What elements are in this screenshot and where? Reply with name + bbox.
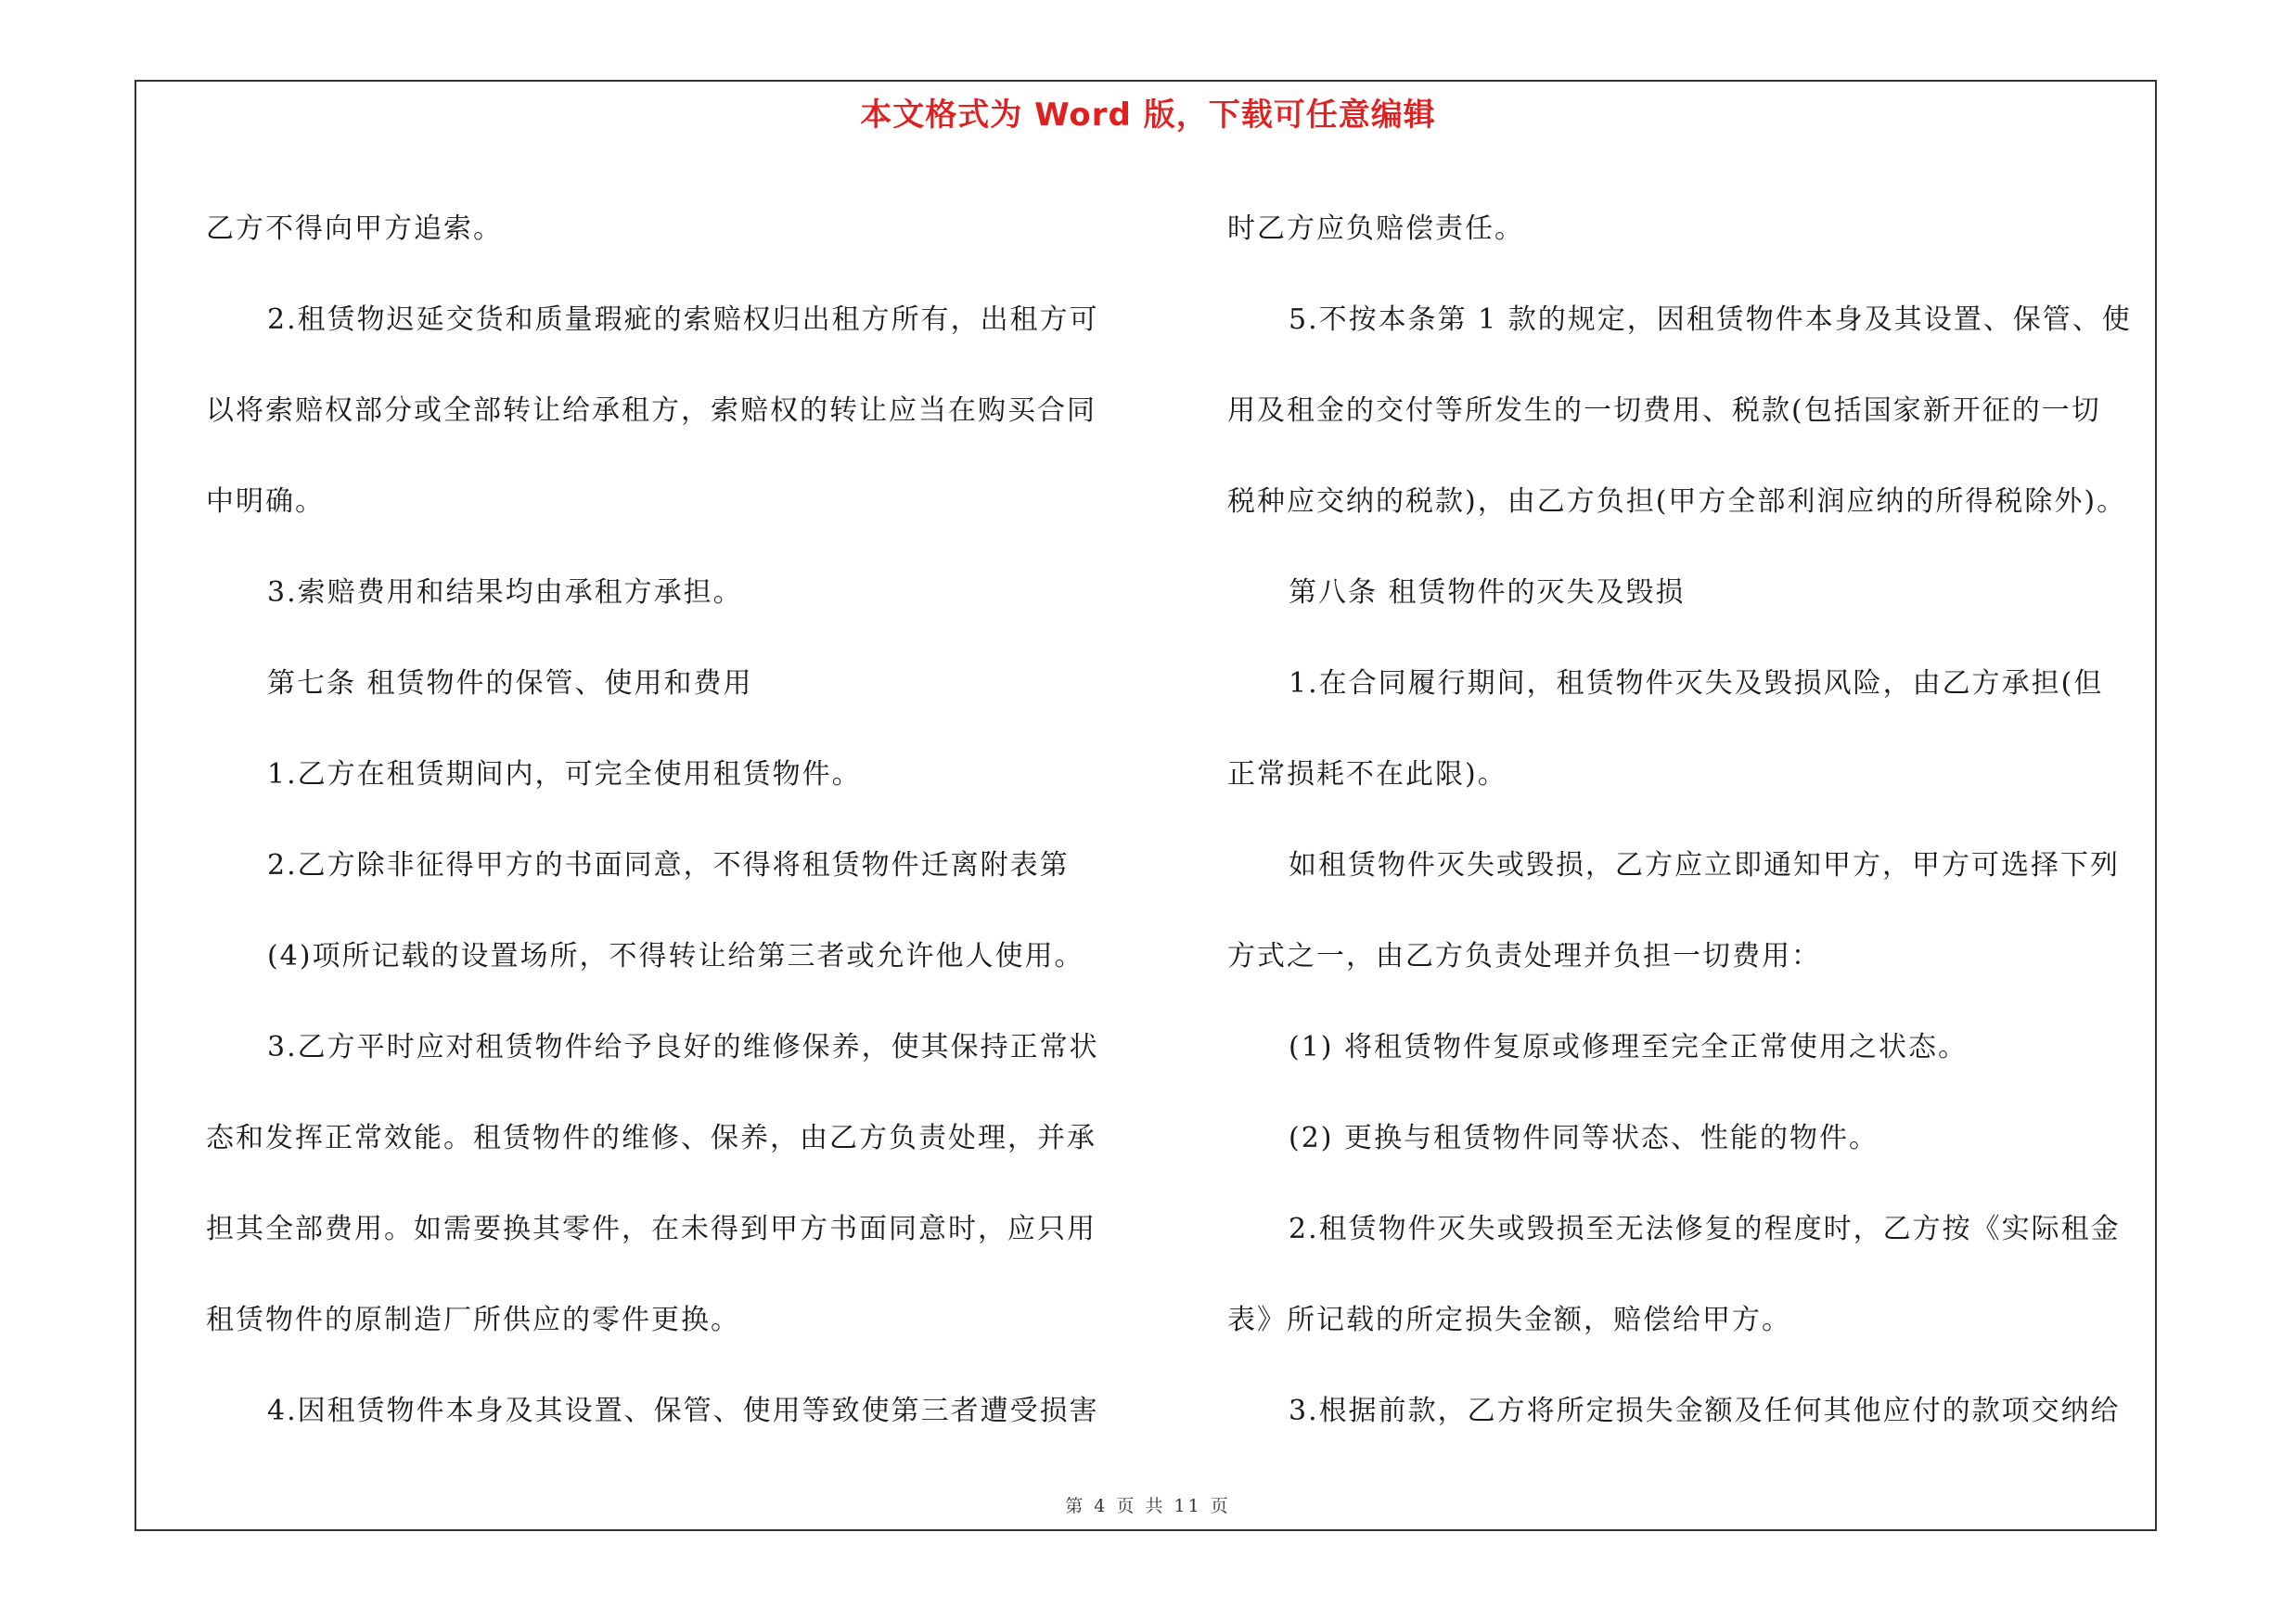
- text-line: 正常损耗不在此限)。: [1227, 758, 1507, 791]
- text-line: 乙方不得向甲方追索。: [206, 213, 503, 245]
- text-line: 租赁物件的原制造厂所供应的零件更换。: [206, 1304, 740, 1336]
- text-line: 第八条 租赁物件的灭失及毁损: [1289, 576, 1686, 609]
- text-line: 用及租金的交付等所发生的一切费用、税款(包括国家新开征的一切: [1227, 394, 2101, 427]
- text-line: 表》所记载的所定损失金额，赔偿给甲方。: [1227, 1304, 1791, 1336]
- text-line: 2.租赁物迟延交货和质量瑕疵的索赔权归出租方所有，出租方可: [267, 303, 1099, 336]
- text-line: (1) 将租赁物件复原或修理至完全正常使用之状态。: [1289, 1031, 1969, 1063]
- text-line: 2.租赁物件灭失或毁损至无法修复的程度时，乙方按《实际租金: [1289, 1213, 2121, 1245]
- page-number: 第 4 页 共 11 页: [1065, 1496, 1231, 1516]
- text-line: 3.索赔费用和结果均由承租方承担。: [267, 576, 743, 609]
- text-line: 担其全部费用。如需要换其零件，在未得到甲方书面同意时，应只用: [206, 1213, 1097, 1245]
- text-line: (4)项所记载的设置场所，不得转让给第三者或允许他人使用。: [267, 940, 1084, 973]
- text-line: 2.乙方除非征得甲方的书面同意，不得将租赁物件迁离附表第: [267, 849, 1070, 882]
- right-text-column: [1227, 184, 2174, 1457]
- text-line: 第七条 租赁物件的保管、使用和费用: [267, 667, 753, 700]
- text-line: 3.乙方平时应对租赁物件给予良好的维修保养，使其保持正常状: [267, 1031, 1099, 1063]
- text-line: 4.因租赁物件本身及其设置、保管、使用等致使第三者遭受损害: [267, 1395, 1099, 1427]
- text-line: 以将索赔权部分或全部转让给承租方，索赔权的转让应当在购买合同: [206, 394, 1097, 427]
- text-line: 1.乙方在租赁期间内，可完全使用租赁物件。: [267, 758, 862, 791]
- text-line: 3.根据前款，乙方将所定损失金额及任何其他应付的款项交纳给: [1289, 1395, 2121, 1427]
- text-line: 税种应交纳的税款)，由乙方负担(甲方全部利润应纳的所得税除外)。: [1227, 485, 2127, 518]
- text-line: 态和发挥正常效能。租赁物件的维修、保养，由乙方负责处理，并承: [206, 1122, 1097, 1154]
- text-line: 时乙方应负赔偿责任。: [1227, 213, 1524, 245]
- text-line: 方式之一，由乙方负责处理并负担一切费用：: [1227, 940, 1821, 973]
- text-line: 中明确。: [206, 485, 325, 518]
- text-line: 1.在合同履行期间，租赁物件灭失及毁损风险，由乙方承担(但: [1289, 667, 2104, 700]
- left-text-column: [206, 184, 1134, 1457]
- text-line: (2) 更换与租赁物件同等状态、性能的物件。: [1289, 1122, 1879, 1154]
- text-line: 如租赁物件灭失或毁损，乙方应立即通知甲方，甲方可选择下列: [1289, 849, 2120, 882]
- text-line: 5.不按本条第 1 款的规定，因租赁物件本身及其设置、保管、使: [1289, 303, 2132, 336]
- word-format-banner: 本文格式为 Word 版，下载可任意编辑: [860, 97, 1436, 134]
